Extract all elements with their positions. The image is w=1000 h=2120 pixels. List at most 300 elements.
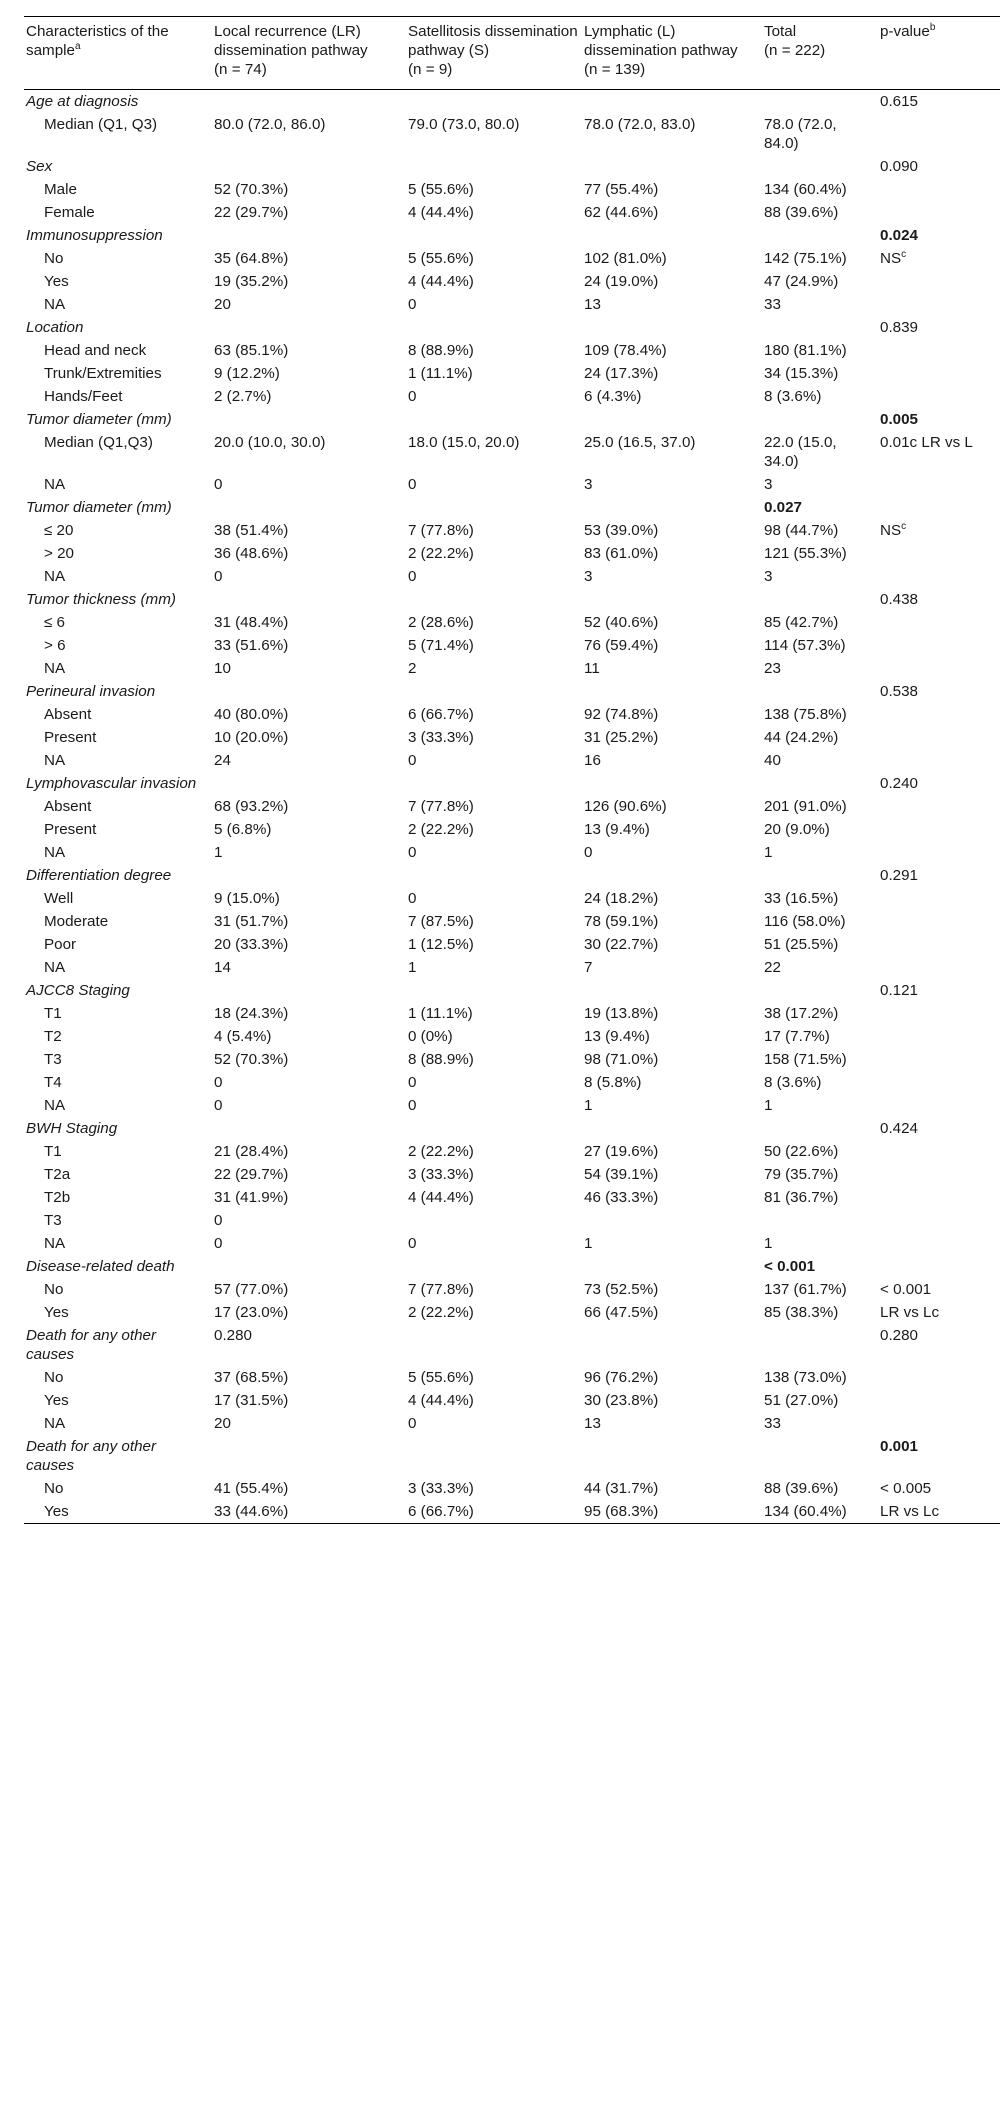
table-row: [24, 565, 1000, 588]
cell-lr: [212, 1232, 406, 1255]
cell-lr: [212, 611, 406, 634]
table-row: [24, 247, 1000, 270]
cell-lr: [212, 339, 406, 362]
cell-total-text: 34 (15.3%): [764, 365, 839, 382]
cell-p-text: LR vs Lc: [880, 1304, 940, 1321]
cell-l: [582, 611, 762, 634]
cell-l: [582, 1389, 762, 1412]
cell-s-text: 0: [408, 844, 417, 861]
cell-lr-text: 20 (33.3%): [214, 936, 289, 953]
cell-p: [878, 680, 1000, 703]
cell-total-text: 138 (75.8%): [764, 706, 847, 723]
table-row: [24, 703, 1000, 726]
cell-label-text: Yes: [44, 1392, 69, 1409]
cell-total-text: 85 (42.7%): [764, 614, 839, 631]
cell-total: [762, 385, 878, 408]
cell-label: [24, 703, 212, 726]
cell-label-text: NA: [44, 844, 66, 861]
cell-lr-text: 5 (6.8%): [214, 821, 272, 838]
cell-s-text: 0: [408, 476, 417, 493]
table-row: [24, 362, 1000, 385]
cell-s: [406, 910, 582, 933]
cell-total-text: 81 (36.7%): [764, 1189, 839, 1206]
cell-p: [878, 519, 1000, 542]
cell-s-text: 1: [408, 959, 417, 976]
cell-total: [762, 956, 878, 979]
cell-lr: [212, 1255, 406, 1278]
cell-label-text: Poor: [44, 936, 77, 953]
cell-lr: [212, 1209, 406, 1232]
cell-s: [406, 542, 582, 565]
cell-p-text: LR vs Lc: [880, 1503, 940, 1520]
cell-label: [24, 1435, 212, 1477]
cell-label: [24, 431, 212, 473]
header-total: [762, 17, 878, 90]
cell-label: [24, 887, 212, 910]
cell-l: [582, 1048, 762, 1071]
cell-lr-text: 9 (15.0%): [214, 890, 280, 907]
cell-p: [878, 270, 1000, 293]
category-row: [24, 588, 1000, 611]
cell-total: [762, 1094, 878, 1117]
cell-p-text: 0.090: [880, 158, 919, 175]
table-row: [24, 1209, 1000, 1232]
cell-total: [762, 680, 878, 703]
cell-lr: [212, 519, 406, 542]
cell-s: [406, 362, 582, 385]
cell-lr: [212, 1412, 406, 1435]
cell-total: [762, 1301, 878, 1324]
cell-lr: [212, 1477, 406, 1500]
cell-p-sup: c: [901, 520, 907, 532]
cell-total-text: < 0.001: [764, 1258, 816, 1275]
cell-l: [582, 979, 762, 1002]
header-pvalue-sup: b: [929, 21, 936, 33]
cell-lr-text: 17 (23.0%): [214, 1304, 289, 1321]
header-lr-n: (n = 74): [214, 61, 267, 78]
cell-lr-text: 40 (80.0%): [214, 706, 289, 723]
cell-p: [878, 749, 1000, 772]
cell-label: [24, 224, 212, 247]
cell-p: [878, 818, 1000, 841]
cell-lr-text: 68 (93.2%): [214, 798, 289, 815]
cell-s: [406, 293, 582, 316]
cell-label-text: Sex: [26, 158, 53, 175]
cell-lr-text: 41 (55.4%): [214, 1480, 289, 1497]
cell-l-text: 3: [584, 476, 593, 493]
cell-total: [762, 201, 878, 224]
cell-lr-text: 19 (35.2%): [214, 273, 289, 290]
cell-l: [582, 473, 762, 496]
cell-label: [24, 1163, 212, 1186]
cell-l-text: 7: [584, 959, 593, 976]
cell-total-text: 8 (3.6%): [764, 1074, 822, 1091]
header-total-n: (n = 222): [764, 42, 826, 59]
cell-s: [406, 408, 582, 431]
cell-p: [878, 178, 1000, 201]
cell-s-text: 0: [408, 1415, 417, 1432]
cell-lr-text: 17 (31.5%): [214, 1392, 289, 1409]
cell-lr-text: 80.0 (72.0, 86.0): [214, 116, 326, 133]
cell-label: [24, 496, 212, 519]
cell-lr: [212, 201, 406, 224]
cell-l-text: 19 (13.8%): [584, 1005, 659, 1022]
cell-label: [24, 1477, 212, 1500]
cell-total: [762, 155, 878, 178]
cell-total-text: 134 (60.4%): [764, 1503, 847, 1520]
category-row: [24, 680, 1000, 703]
cell-s: [406, 795, 582, 818]
cell-p-text: 0.001: [880, 1438, 919, 1455]
table-row: [24, 887, 1000, 910]
cell-label-text: No: [44, 1480, 64, 1497]
cell-total: [762, 749, 878, 772]
cell-total-text: 22: [764, 959, 781, 976]
cell-lr: [212, 565, 406, 588]
cell-total-text: 47 (24.9%): [764, 273, 839, 290]
cell-s: [406, 224, 582, 247]
cell-l-text: 73 (52.5%): [584, 1281, 659, 1298]
cell-lr: [212, 385, 406, 408]
cell-l: [582, 1278, 762, 1301]
cell-label: [24, 113, 212, 155]
cell-s: [406, 1278, 582, 1301]
cell-total: [762, 113, 878, 155]
category-row: [24, 224, 1000, 247]
cell-total-text: 1: [764, 1235, 773, 1252]
cell-total-text: 88 (39.6%): [764, 204, 839, 221]
cell-p: [878, 864, 1000, 887]
cell-total-text: 8 (3.6%): [764, 388, 822, 405]
category-row: [24, 155, 1000, 178]
cell-lr-text: 37 (68.5%): [214, 1369, 289, 1386]
table-row: [24, 657, 1000, 680]
cell-lr-text: 14: [214, 959, 231, 976]
cell-s: [406, 1025, 582, 1048]
cell-total: [762, 408, 878, 431]
cell-p: [878, 1048, 1000, 1071]
cell-p: [878, 1324, 1000, 1366]
cell-lr: [212, 1278, 406, 1301]
cell-label-text: NA: [44, 476, 66, 493]
cell-s-text: 1 (12.5%): [408, 936, 474, 953]
cell-lr-text: 52 (70.3%): [214, 1051, 289, 1068]
cell-s: [406, 864, 582, 887]
cell-l: [582, 1435, 762, 1477]
table-row: [24, 1186, 1000, 1209]
table-row: [24, 910, 1000, 933]
cell-total: [762, 795, 878, 818]
cell-label-text: Median (Q1,Q3): [44, 434, 153, 451]
cell-p-text: 0.839: [880, 319, 919, 336]
cell-total: [762, 910, 878, 933]
table-row: [24, 749, 1000, 772]
cell-s-text: 8 (88.9%): [408, 1051, 474, 1068]
cell-s-text: 1 (11.1%): [408, 1005, 473, 1022]
cell-s-text: 4 (44.4%): [408, 204, 474, 221]
cell-lr: [212, 887, 406, 910]
cell-s-text: 5 (55.6%): [408, 181, 474, 198]
cell-p-text: < 0.001: [880, 1281, 932, 1298]
cell-lr: [212, 1002, 406, 1025]
cell-s: [406, 772, 582, 795]
cell-l: [582, 201, 762, 224]
cell-label-text: NA: [44, 1235, 66, 1252]
cell-s: [406, 90, 582, 114]
cell-l: [582, 887, 762, 910]
cell-s-text: 8 (88.9%): [408, 342, 474, 359]
cell-s: [406, 201, 582, 224]
cell-label-text: BWH Staging: [26, 1120, 118, 1137]
cell-label: [24, 362, 212, 385]
cell-s: [406, 113, 582, 155]
cell-label: [24, 270, 212, 293]
cell-lr: [212, 818, 406, 841]
cell-p-text: 0.615: [880, 93, 919, 110]
cell-p-text: 0.538: [880, 683, 919, 700]
header-s: [406, 17, 582, 90]
cell-l: [582, 1412, 762, 1435]
cell-l: [582, 408, 762, 431]
cell-label: [24, 1048, 212, 1071]
cell-lr: [212, 224, 406, 247]
cell-total-text: 33 (16.5%): [764, 890, 839, 907]
table-row: [24, 339, 1000, 362]
cell-p: [878, 1209, 1000, 1232]
cell-lr: [212, 496, 406, 519]
cell-p-text: 0.240: [880, 775, 919, 792]
cell-p-text: 0.01c LR vs L: [880, 434, 973, 451]
cell-total: [762, 1071, 878, 1094]
cell-lr-text: 10 (20.0%): [214, 729, 289, 746]
cell-label: [24, 408, 212, 431]
cell-lr: [212, 1435, 406, 1477]
cell-l: [582, 519, 762, 542]
category-row: [24, 979, 1000, 1002]
cell-s: [406, 1094, 582, 1117]
cell-lr-text: 31 (51.7%): [214, 913, 289, 930]
cell-label-text: T3: [44, 1051, 62, 1068]
cell-total: [762, 1232, 878, 1255]
cell-s-text: 2 (22.2%): [408, 1304, 474, 1321]
cell-lr: [212, 588, 406, 611]
cell-l-text: 78.0 (72.0, 83.0): [584, 116, 696, 133]
cell-p: [878, 1255, 1000, 1278]
cell-label-text: T2: [44, 1028, 62, 1045]
cell-label: [24, 1140, 212, 1163]
cell-label: [24, 178, 212, 201]
cell-l: [582, 841, 762, 864]
cell-label-text: Perineural invasion: [26, 683, 156, 700]
header-l-n: (n = 139): [584, 61, 646, 78]
cell-l-text: 31 (25.2%): [584, 729, 659, 746]
cell-p: [878, 1366, 1000, 1389]
cell-lr: [212, 680, 406, 703]
cell-total-text: 1: [764, 844, 773, 861]
cell-lr-text: 4 (5.4%): [214, 1028, 272, 1045]
cell-p: [878, 1389, 1000, 1412]
cell-lr: [212, 1071, 406, 1094]
cell-lr: [212, 749, 406, 772]
cell-l-text: 3: [584, 568, 593, 585]
cell-label-text: Yes: [44, 1304, 69, 1321]
cell-s: [406, 887, 582, 910]
cell-total: [762, 841, 878, 864]
cell-lr-text: 20: [214, 296, 231, 313]
cell-l-text: 92 (74.8%): [584, 706, 659, 723]
cell-total: [762, 1002, 878, 1025]
cell-lr: [212, 795, 406, 818]
cell-label-text: Absent: [44, 798, 92, 815]
cell-p: [878, 588, 1000, 611]
cell-total-text: 79 (35.7%): [764, 1166, 839, 1183]
category-row: [24, 496, 1000, 519]
cell-lr: [212, 703, 406, 726]
cell-label-text: No: [44, 1369, 64, 1386]
cell-lr: [212, 1186, 406, 1209]
cell-l: [582, 1002, 762, 1025]
cell-p-text: 0.438: [880, 591, 919, 608]
category-row: [24, 772, 1000, 795]
cell-s: [406, 1477, 582, 1500]
cell-label-text: Tumor diameter (mm): [26, 411, 172, 428]
cell-l: [582, 1301, 762, 1324]
cell-l: [582, 933, 762, 956]
cell-total-text: 50 (22.6%): [764, 1143, 839, 1160]
cell-l: [582, 113, 762, 155]
category-row: [24, 864, 1000, 887]
table-row: [24, 113, 1000, 155]
cell-lr: [212, 431, 406, 473]
cell-p: [878, 1117, 1000, 1140]
cell-label: [24, 565, 212, 588]
cell-p: [878, 247, 1000, 270]
cell-s-text: 79.0 (73.0, 80.0): [408, 116, 520, 133]
cell-s: [406, 1301, 582, 1324]
cell-lr: [212, 90, 406, 114]
cell-total: [762, 224, 878, 247]
cell-s: [406, 1163, 582, 1186]
cell-label: [24, 1500, 212, 1524]
category-row: [24, 316, 1000, 339]
cell-total-text: 158 (71.5%): [764, 1051, 847, 1068]
cell-lr: [212, 542, 406, 565]
cell-l-text: 13 (9.4%): [584, 821, 650, 838]
cell-lr-text: 20.0 (10.0, 30.0): [214, 434, 326, 451]
cell-l: [582, 588, 762, 611]
cell-label: [24, 1209, 212, 1232]
cell-lr: [212, 1500, 406, 1524]
cell-s: [406, 634, 582, 657]
cell-label-text: NA: [44, 1097, 66, 1114]
cell-label-text: Yes: [44, 273, 69, 290]
table-row: [24, 611, 1000, 634]
category-row: [24, 1117, 1000, 1140]
cell-l-text: 6 (4.3%): [584, 388, 642, 405]
cell-s: [406, 1140, 582, 1163]
cell-p: [878, 496, 1000, 519]
cell-label: [24, 293, 212, 316]
cell-l: [582, 795, 762, 818]
cell-s: [406, 247, 582, 270]
cell-p: [878, 795, 1000, 818]
cell-s: [406, 703, 582, 726]
cell-p: [878, 772, 1000, 795]
cell-s: [406, 565, 582, 588]
cell-s-text: 0: [408, 1097, 417, 1114]
cell-lr-text: 33 (44.6%): [214, 1503, 289, 1520]
cell-total: [762, 818, 878, 841]
cell-label-text: T1: [44, 1005, 62, 1022]
cell-lr: [212, 634, 406, 657]
cell-p-text: NS: [880, 522, 902, 539]
cell-lr: [212, 933, 406, 956]
cell-total-text: 1: [764, 1097, 773, 1114]
header-l-title: Lymphatic (L) dissemination pathway: [584, 23, 738, 59]
cell-p: [878, 1301, 1000, 1324]
cell-s: [406, 519, 582, 542]
cell-label: [24, 155, 212, 178]
cell-total: [762, 1255, 878, 1278]
cell-p: [878, 473, 1000, 496]
cell-lr-text: 0: [214, 568, 223, 585]
cell-label-text: No: [44, 1281, 64, 1298]
cell-s-text: 3 (33.3%): [408, 1166, 474, 1183]
cell-s-text: 7 (77.8%): [408, 798, 474, 815]
cell-l-text: 54 (39.1%): [584, 1166, 659, 1183]
cell-s-text: 7 (77.8%): [408, 1281, 474, 1298]
cell-lr: [212, 979, 406, 1002]
cell-label: [24, 979, 212, 1002]
table-row: [24, 634, 1000, 657]
cell-p: [878, 841, 1000, 864]
cell-p-text: 0.005: [880, 411, 919, 428]
cell-lr: [212, 864, 406, 887]
cell-label: [24, 772, 212, 795]
cell-l: [582, 247, 762, 270]
cell-s: [406, 473, 582, 496]
cell-s: [406, 611, 582, 634]
cell-lr: [212, 178, 406, 201]
cell-total-text: 51 (25.5%): [764, 936, 839, 953]
cell-total: [762, 634, 878, 657]
cell-l-text: 30 (22.7%): [584, 936, 659, 953]
cell-l-text: 76 (59.4%): [584, 637, 659, 654]
header-pvalue: [878, 17, 1000, 90]
cell-p: [878, 408, 1000, 431]
cell-p: [878, 1232, 1000, 1255]
cell-l: [582, 90, 762, 114]
cell-label: [24, 795, 212, 818]
cell-l: [582, 772, 762, 795]
cell-label-text: NA: [44, 1415, 66, 1432]
cell-label: [24, 1117, 212, 1140]
cell-total: [762, 1163, 878, 1186]
cell-total: [762, 1278, 878, 1301]
cell-total-text: 201 (91.0%): [764, 798, 847, 815]
cell-l-text: 27 (19.6%): [584, 1143, 659, 1160]
table-row: [24, 1500, 1000, 1524]
header-s-n: (n = 9): [408, 61, 453, 78]
table-row: [24, 1412, 1000, 1435]
cell-s: [406, 1435, 582, 1477]
cell-label-text: Location: [26, 319, 84, 336]
cell-total-text: 138 (73.0%): [764, 1369, 847, 1386]
cell-p: [878, 657, 1000, 680]
cell-label: [24, 316, 212, 339]
cell-s: [406, 1186, 582, 1209]
cell-l-text: 52 (40.6%): [584, 614, 659, 631]
